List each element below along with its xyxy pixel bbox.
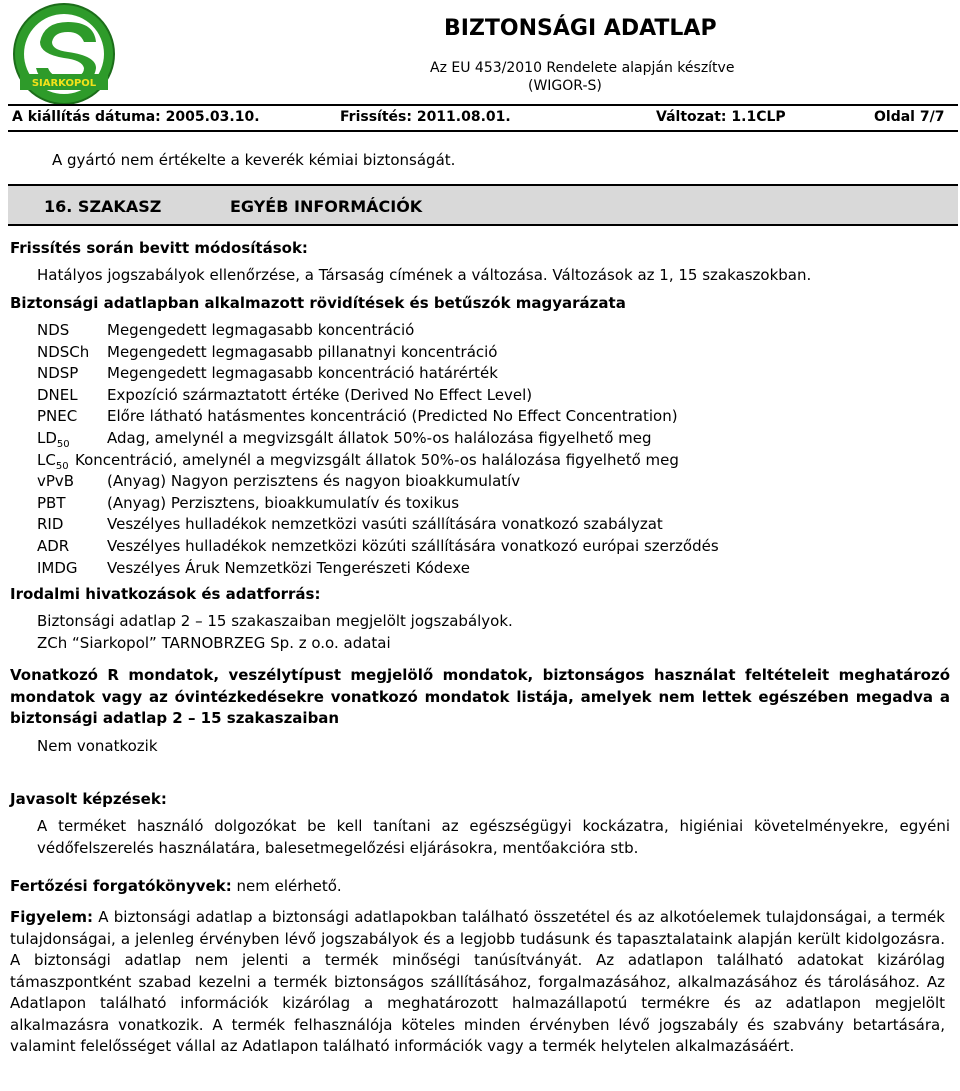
siarkopol-logo — [10, 2, 118, 106]
abbreviation-subscript: 50 — [56, 439, 70, 450]
header-divider-bottom — [8, 130, 958, 132]
abbreviation-key: DNEL — [37, 386, 78, 404]
abbreviation-key: NDSP — [37, 364, 79, 382]
abbreviation-key: $LD_{50}$ — [37, 429, 70, 450]
abbreviation-key: IMDG — [37, 559, 78, 577]
abbreviation-value: Veszélyes Áruk Nemzetközi Tengerészeti Kódexe — [107, 559, 470, 577]
abbreviation-value: Expozíció származtatott értéke (Derived No Effect Level) — [107, 386, 533, 404]
abbreviation-value: Adag, amelynél a megvizsgált állatok 50%-os halálozása figyelhető meg — [107, 429, 652, 447]
document-title: BIZTONSÁGI ADATLAP — [444, 16, 717, 41]
issue-date: A kiállítás dátuma: 2005.03.10. — [12, 109, 260, 125]
logo-wordmark: SIARKOPOL — [31, 78, 97, 89]
abbreviation-value: Megengedett legmagasabb pillanatnyi koncentráció — [107, 343, 498, 361]
header-divider-top — [8, 104, 958, 106]
changes-text: Hatályos jogszabályok ellenőrzése, a Társaság címének a változása. Változások az 1, 15 szakaszokban. — [37, 266, 812, 284]
document-subtitle: Az EU 453/2010 Rendelete alapján készítve — [430, 60, 735, 76]
abbreviations-heading: Biztonsági adatlapban alkalmazott rövidítések és betűszók magyarázata — [10, 294, 626, 312]
attention-heading: Figyelem: — [10, 908, 94, 926]
abbreviation-key: RID — [37, 515, 64, 533]
abbreviation-key: NDSCh — [37, 343, 90, 361]
attention-paragraph — [10, 907, 945, 1058]
abbreviation-value: Megengedett legmagasabb koncentráció határérték — [107, 364, 498, 382]
update-date: Frissítés: 2011.08.01. — [340, 109, 511, 125]
abbreviation-value: Koncentráció, amelynél a megvizsgált állatok 50%-os halálozása figyelhető meg — [75, 451, 679, 469]
abbreviation-key: vPvB — [37, 472, 75, 490]
r-phrases-text: Nem vonatkozik — [37, 737, 158, 755]
document-subtitle-code: (WIGOR-S) — [528, 78, 602, 94]
training-heading: Javasolt képzések: — [10, 790, 167, 808]
version: Változat: 1.1CLP — [656, 109, 786, 125]
abbreviation-key: ADR — [37, 537, 70, 555]
abbreviation-key: PBT — [37, 494, 66, 512]
attention-text: A biztonsági adatlap a biztonsági adatlapokban található összetétel és az alkotóelemek tulajdonságai, a termék tulajdonságai, a jelenleg érvényben lévő jogszabályok és a legjobb tudásunk és tapasztalataink alapján került kidolgozásra. A biztonsági adatlap nem jelenti a termék minőségi tanúsítványát. Az adatlapon található adatokat kizárólag támaszpontként szabad kezelni a termék biztonságos szállításához, forgalmazásához, alkalmazásához és tárolásához. Az Adatlapon található információk kizárólag a meghatározott halmazállapotú termékre és az adatlapon megjelölt alkalmazásra vonatkozik. A termék felhasználója köteles minden érvényben lévő jogszabály és szabvány betartására, valamint felelősséget vállal az Adatlapon található információk vagy a termék helytelen alkalmazásáért. — [10, 908, 945, 1055]
infection-scenarios — [10, 877, 342, 895]
section-number: 16. SZAKASZ — [44, 197, 162, 216]
intro-text: A gyártó nem értékelte a keverék kémiai biztonságát. — [52, 151, 456, 169]
r-phrases-heading: Vonatkozó R mondatok, veszélytípust megjelölő mondatok, biztonságos használat feltételeit meghatározó mondatok vagy az óvintézkedésekre vonatkozó mondatok listája, amelyek nem lettek egészében megadva a biztonsági adatlap 2 – 15 szakaszaiban — [10, 666, 950, 727]
abbreviation-value: (Anyag) Nagyon perzisztens és nagyon bioakkumulatív — [107, 472, 521, 490]
section-header — [8, 184, 958, 226]
abbreviation-subscript: 50 — [55, 461, 69, 472]
abbreviation-value: Megengedett legmagasabb koncentráció — [107, 321, 415, 339]
abbreviation-key: PNEC — [37, 407, 78, 425]
infection-text: nem elérhető. — [236, 877, 342, 895]
abbreviation-key: $LC_{50}$ — [37, 451, 69, 472]
infection-heading: Fertőzési forgatókönyvek: — [10, 877, 232, 895]
abbreviation-value: Veszélyes hulladékok nemzetközi vasúti szállítására vonatkozó szabályzat — [107, 515, 663, 533]
references-line-2: ZCh “Siarkopol” TARNOBRZEG Sp. z o.o. adatai — [37, 634, 391, 652]
abbreviation-value: Veszélyes hulladékok nemzetközi közúti szállítására vonatkozó európai szerződés — [107, 537, 719, 555]
training-text: A terméket használó dolgozókat be kell tanítani az egészségügyi kockázatra, higiéniai követelményekre, egyéni védőfelszerelés használatára, balesetmegelőzési eljárásokra, mentőakcióra stb. — [37, 817, 950, 857]
abbreviation-value: (Anyag) Perzisztens, bioakkumulatív és toxikus — [107, 494, 460, 512]
page-number: Oldal 7/7 — [874, 109, 945, 125]
references-heading: Irodalmi hivatkozások és adatforrás: — [10, 585, 321, 603]
abbreviation-key: NDS — [37, 321, 70, 339]
changes-heading: Frissítés során bevitt módosítások: — [10, 239, 308, 257]
references-line-1: Biztonsági adatlap 2 – 15 szakaszaiban megjelölt jogszabályok. — [37, 612, 513, 630]
section-title: EGYÉB INFORMÁCIÓK — [230, 197, 423, 216]
abbreviation-value: Előre látható hatásmentes koncentráció (Predicted No Effect Concentration) — [107, 407, 678, 425]
